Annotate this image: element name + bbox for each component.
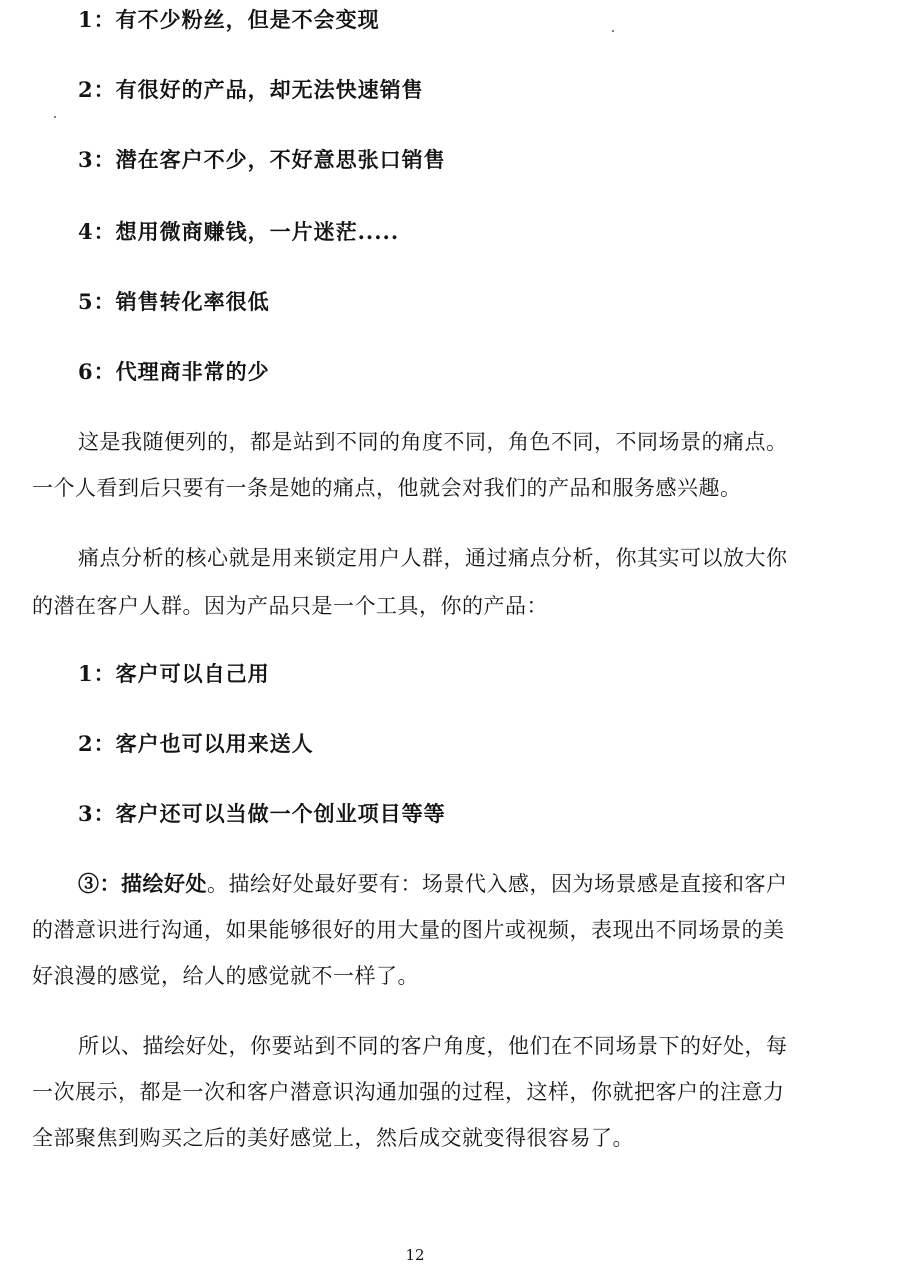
paragraph-3-line-3: 好浪漫的感觉，给人的感觉就不一样了。 bbox=[32, 964, 419, 988]
paragraph-4-line-3: 全部聚焦到购买之后的美好感觉上，然后成交就变得很容易了。 bbox=[32, 1126, 634, 1150]
list-item-use-3: 3：客户还可以当做一个创业项目等等 bbox=[78, 801, 446, 826]
list-item-pain-3: 3：潜在客户不少，不好意思张口销售 bbox=[78, 147, 446, 172]
list-item-pain-6: 6：代理商非常的少 bbox=[78, 359, 270, 384]
paragraph-4-line-1: 所以、描绘好处，你要站到不同的客户角度，他们在不同场景下的好处，每 bbox=[78, 1034, 788, 1058]
paragraph-4-line-2: 一次展示，都是一次和客户潜意识沟通加强的过程，这样，你就把客户的注意力 bbox=[32, 1080, 785, 1104]
paragraph-1-line-1: 这是我随便列的，都是站到不同的角度不同，角色不同，不同场景的痛点。 bbox=[78, 430, 788, 454]
list-item-use-1: 1：客户可以自己用 bbox=[78, 661, 270, 686]
section-heading-describe-benefits: ③：描绘好处 bbox=[78, 871, 207, 896]
paragraph-3-line-1 bbox=[78, 870, 788, 898]
paragraph-2-line-1: 痛点分析的核心就是用来锁定用户人群，通过痛点分析，你其实可以放大你 bbox=[78, 546, 788, 570]
list-item-use-2: 2：客户也可以用来送人 bbox=[78, 731, 314, 756]
scan-speck bbox=[612, 30, 614, 32]
paragraph-1-line-2: 一个人看到后只要有一条是她的痛点，他就会对我们的产品和服务感兴趣。 bbox=[32, 476, 742, 500]
list-item-pain-5: 5：销售转化率很低 bbox=[78, 289, 270, 314]
list-item-pain-2: 2：有很好的产品，却无法快速销售 bbox=[78, 77, 424, 102]
page-number: 12 bbox=[405, 1246, 425, 1264]
paragraph-2-line-2: 的潜在客户人群。因为产品只是一个工具，你的产品： bbox=[32, 594, 548, 618]
paragraph-3-line-2: 的潜意识进行沟通，如果能够很好的用大量的图片或视频，表现出不同场景的美 bbox=[32, 918, 785, 942]
paragraph-3-line-1-rest: 。描绘好处最好要有：场景代入感，因为场景感是直接和客户 bbox=[207, 872, 788, 896]
scan-speck bbox=[54, 116, 56, 118]
list-item-pain-1: 1：有不少粉丝，但是不会变现 bbox=[78, 7, 380, 32]
list-item-pain-4: 4：想用微商赚钱，一片迷茫..... bbox=[78, 219, 400, 244]
